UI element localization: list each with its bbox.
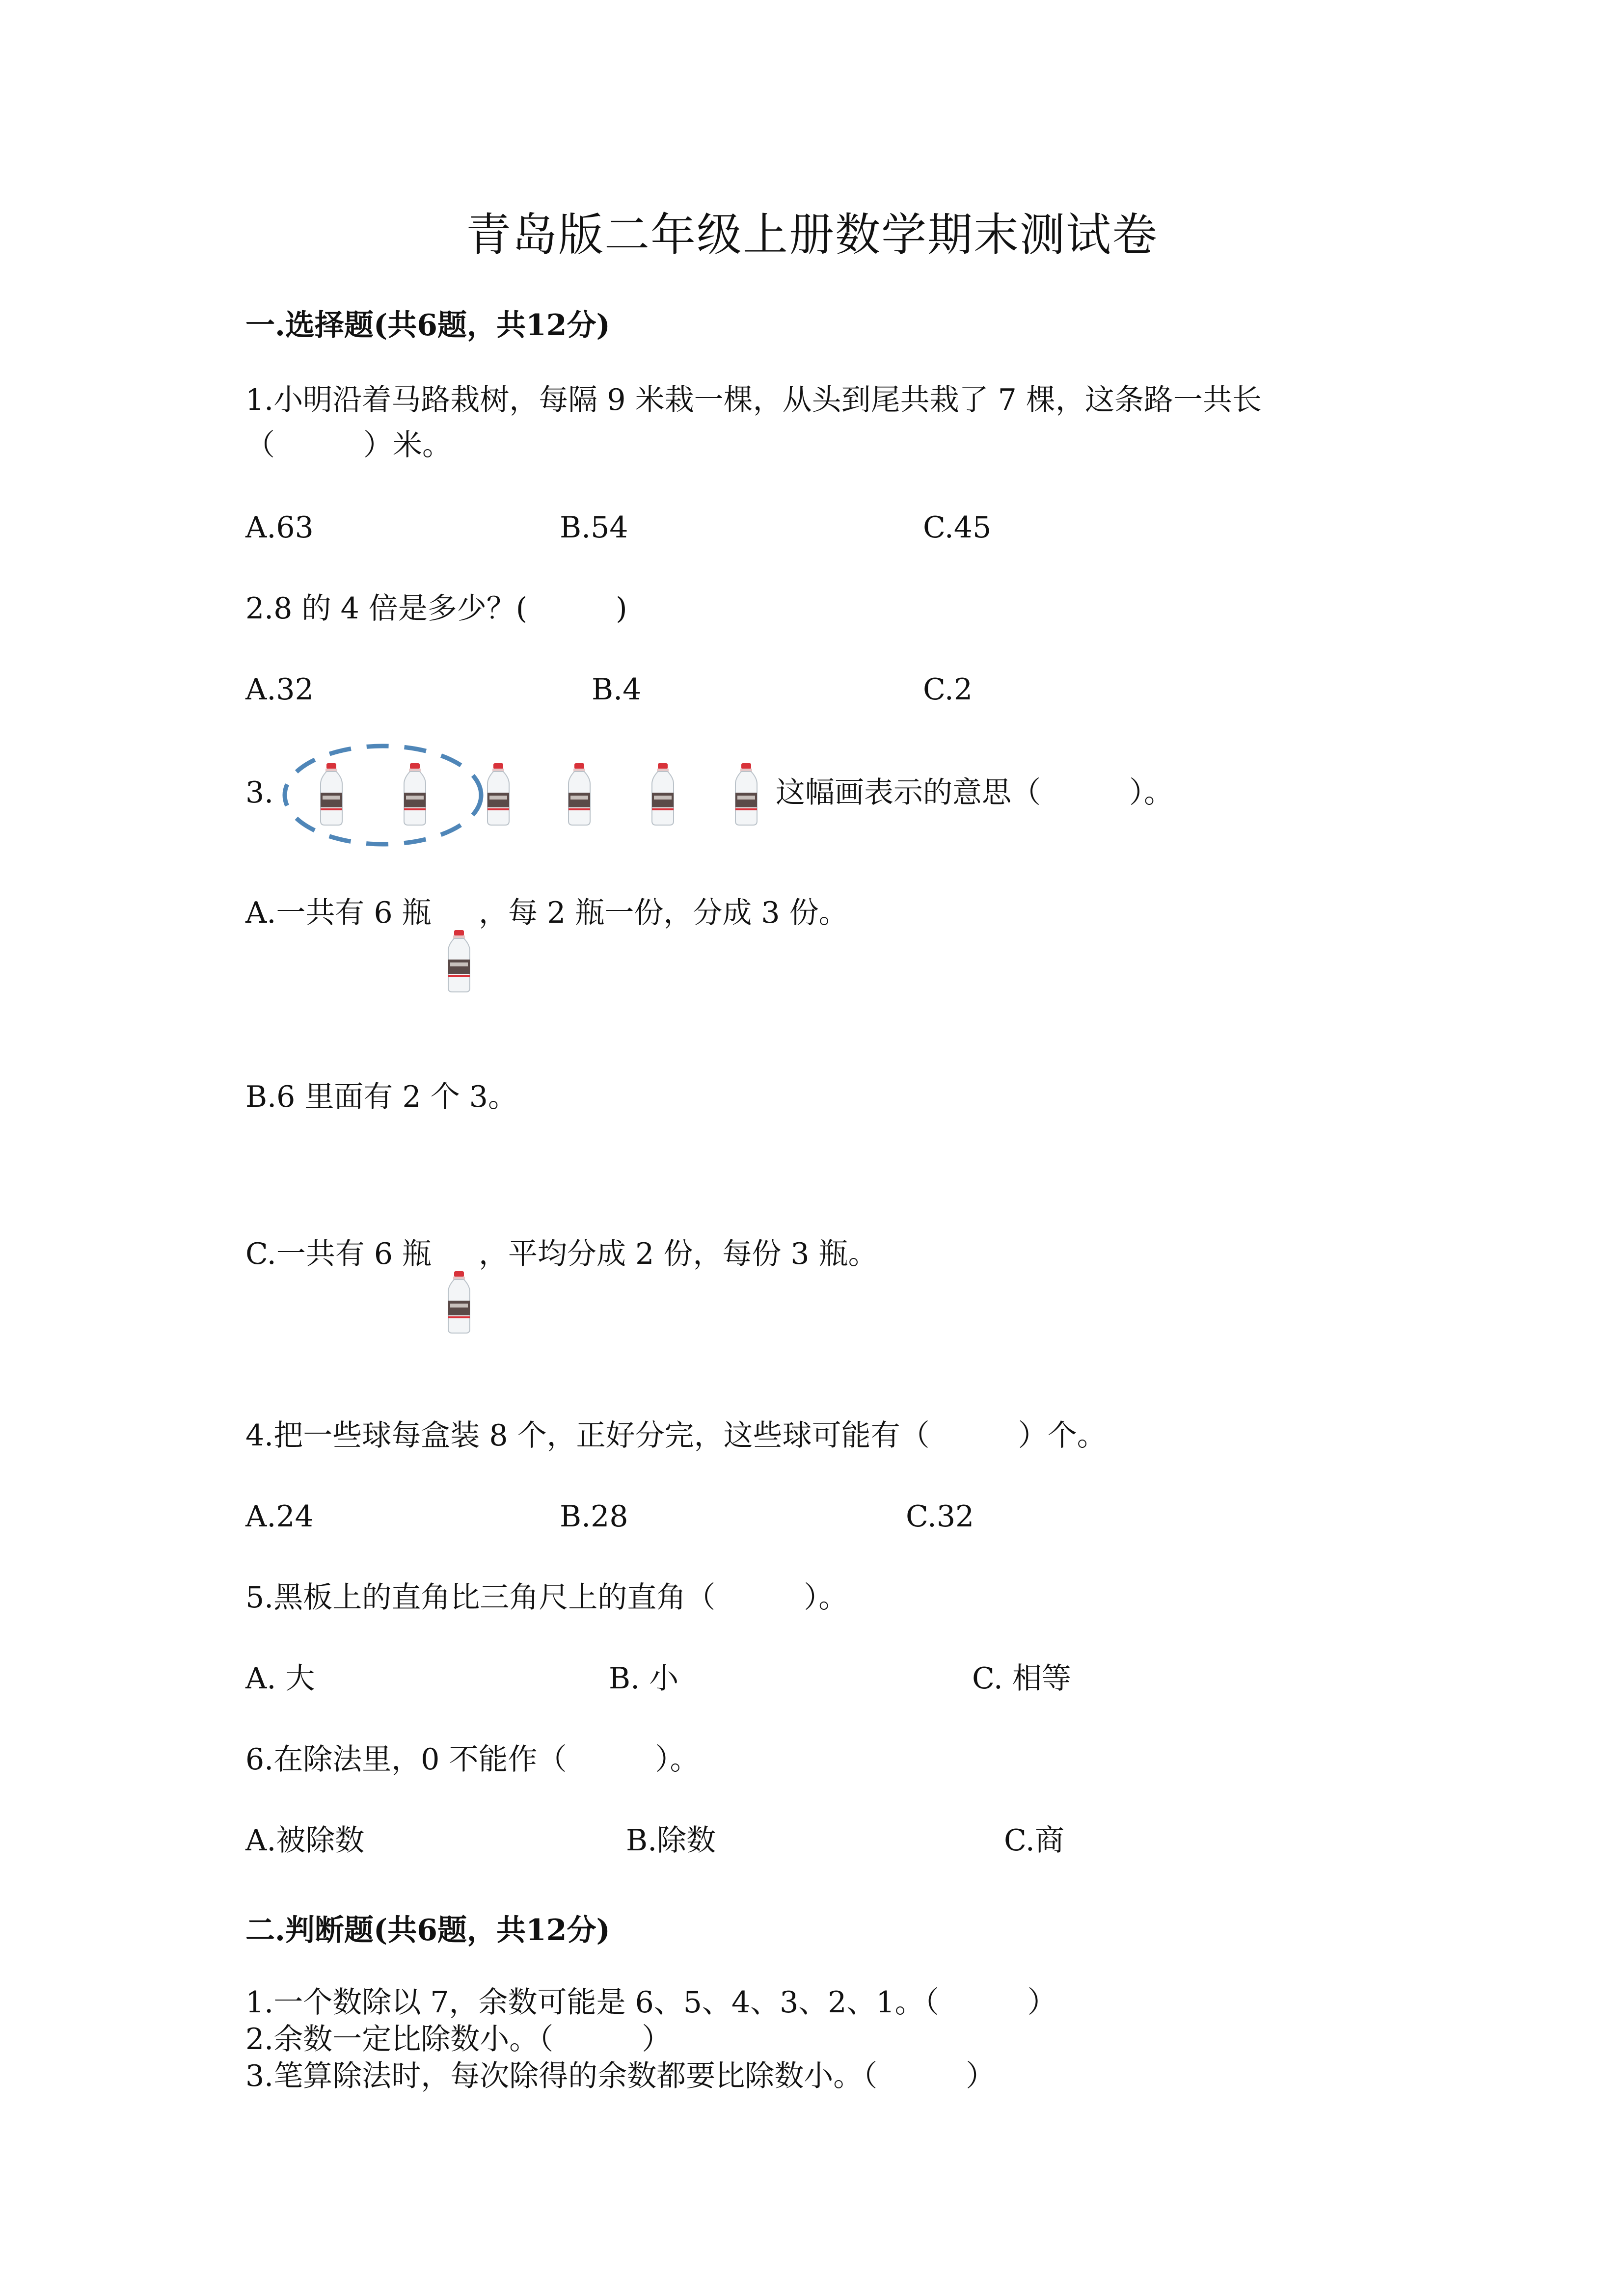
q1-option-b[interactable]: B.54 [560,510,628,545]
q2-option-b[interactable]: B.4 [592,672,642,707]
judge-item-2: 2.余数一定比除数小。（ ） [245,2022,672,2056]
q4-option-a[interactable]: A.24 [245,1499,314,1534]
q3-number: 3. [245,775,274,810]
q5-text: 5.黑板上的直角比三角尺上的直角（ ）。 [245,1580,848,1615]
section-heading-choice: 一.选择题(共6题，共12分) [245,308,610,343]
q2-option-a[interactable]: A.32 [245,672,314,707]
water-bottle-icon [444,1271,474,1334]
water-bottle-icon [317,763,346,826]
q6-text: 6.在除法里，0 不能作（ ）。 [245,1742,700,1777]
q3-option-b[interactable]: B.6 里面有 2 个 3。 [245,1080,517,1114]
q6-option-a[interactable]: A.被除数 [245,1823,365,1858]
q4-text: 4.把一些球每盒装 8 个，正好分完，这些球可能有（ ）个。 [245,1418,1107,1453]
q4-option-b[interactable]: B.28 [560,1499,628,1534]
judge-item-1: 1.一个数除以 7，余数可能是 6、5、4、3、2、1。（ ） [245,1985,1057,2020]
q6-option-b[interactable]: B.除数 [626,1823,716,1858]
water-bottle-icon [400,763,430,826]
water-bottle-icon [444,930,474,993]
q4-option-c[interactable]: C.32 [906,1499,974,1534]
judge-item-3: 3.笔算除法时，每次除得的余数都要比除数小。（ ） [245,2059,996,2093]
q6-option-c[interactable]: C.商 [1004,1823,1064,1858]
q5-option-b[interactable]: B. 小 [609,1661,679,1696]
q1-option-c[interactable]: C.45 [923,510,992,545]
page-title: 青岛版二年级上册数学期末测试卷 [465,209,1158,261]
q2-text: 2.8 的 4 倍是多少？( ) [245,591,627,626]
section-heading-judgement: 二.判断题(共6题，共12分) [245,1913,610,1948]
q3-option-c-part1[interactable]: C.一共有 6 瓶 [245,1237,432,1271]
water-bottle-icon [731,763,761,826]
q1-text-line2: （ ）米。 [245,428,452,462]
q5-option-a[interactable]: A. 大 [245,1661,315,1696]
q3-option-a-part2[interactable]: ，每 2 瓶一份，分成 3 份。 [479,896,848,930]
water-bottle-icon [484,763,513,826]
group-circle [275,739,491,852]
q5-option-c[interactable]: C. 相等 [972,1661,1071,1696]
q1-option-a[interactable]: A.63 [245,510,314,545]
water-bottle-icon [565,763,594,826]
q3-option-a-part1[interactable]: A.一共有 6 瓶 [245,896,432,930]
q2-option-c[interactable]: C.2 [923,672,973,707]
q3-option-c-part2[interactable]: ，平均分成 2 份，每份 3 瓶。 [479,1237,878,1271]
q1-text-line1: 1.小明沿着马路栽树，每隔 9 米栽一棵，从头到尾共栽了 7 棵，这条路一共长 [245,383,1262,417]
q3-text: 这幅画表示的意思（ ）。 [776,775,1173,810]
water-bottle-icon [648,763,677,826]
